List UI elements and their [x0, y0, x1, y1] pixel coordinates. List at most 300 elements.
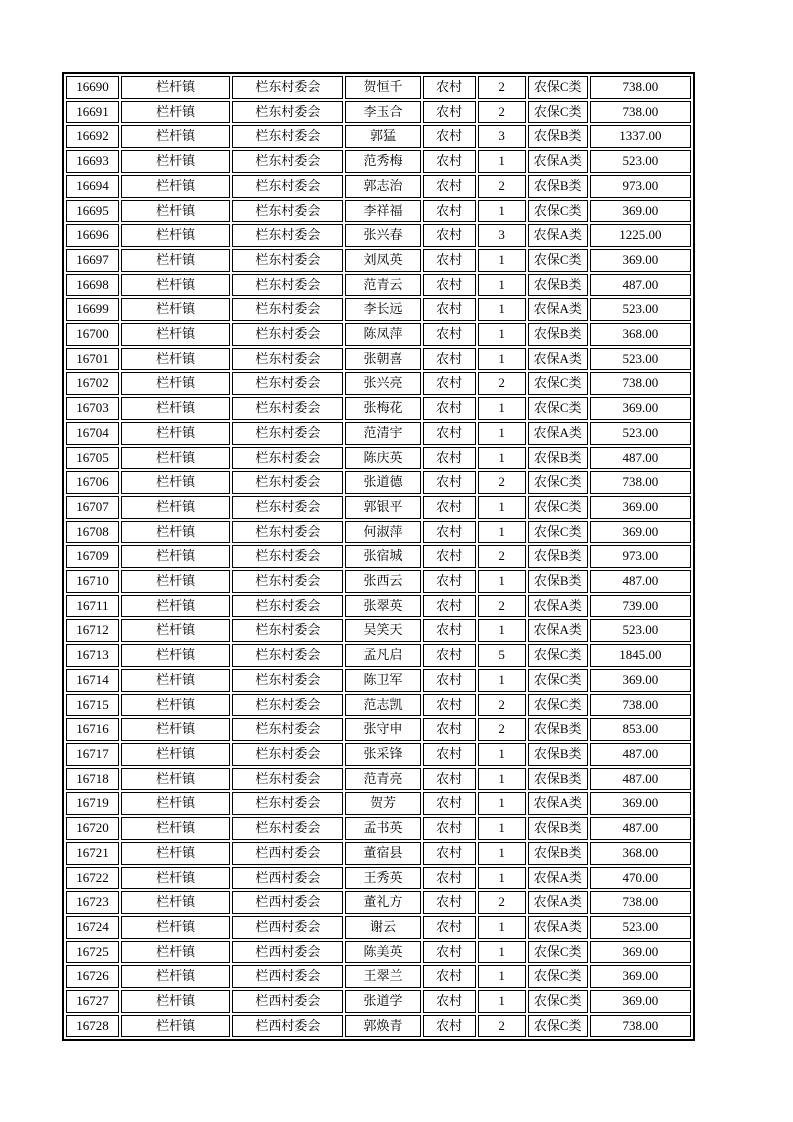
cell-town: 栏杆镇 [121, 595, 230, 618]
table-row [66, 150, 691, 173]
cell-amount: 487.00 [590, 274, 691, 297]
cell-village-committee: 栏东村委会 [232, 743, 343, 766]
cell-record-id: 16716 [66, 718, 119, 741]
cell-town: 栏杆镇 [121, 101, 230, 124]
cell-town: 栏杆镇 [121, 916, 230, 939]
table-row [66, 175, 691, 198]
cell-insurance-category: 农保A类 [528, 916, 588, 939]
cell-amount: 487.00 [590, 817, 691, 840]
cell-person-name: 董宿县 [345, 842, 420, 865]
table-row [66, 422, 691, 445]
cell-insurance-category: 农保A类 [528, 619, 588, 642]
cell-village-committee: 栏西村委会 [232, 965, 343, 988]
cell-household-type: 农村 [423, 372, 476, 395]
cell-person-name: 孟书英 [345, 817, 420, 840]
table-row [66, 372, 691, 395]
cell-record-id: 16702 [66, 372, 119, 395]
cell-record-id: 16722 [66, 867, 119, 890]
cell-town: 栏杆镇 [121, 1015, 230, 1038]
cell-person-count: 1 [478, 867, 526, 890]
cell-town: 栏杆镇 [121, 224, 230, 247]
table-row [66, 619, 691, 642]
table-row [66, 916, 691, 939]
cell-village-committee: 栏西村委会 [232, 1015, 343, 1038]
cell-amount: 738.00 [590, 1015, 691, 1038]
cell-household-type: 农村 [423, 768, 476, 791]
cell-town: 栏杆镇 [121, 619, 230, 642]
cell-record-id: 16709 [66, 545, 119, 568]
cell-person-count: 2 [478, 891, 526, 914]
cell-village-committee: 栏东村委会 [232, 125, 343, 148]
cell-person-count: 1 [478, 842, 526, 865]
cell-insurance-category: 农保B类 [528, 570, 588, 593]
cell-insurance-category: 农保B类 [528, 175, 588, 198]
cell-village-committee: 栏东村委会 [232, 521, 343, 544]
cell-household-type: 农村 [423, 570, 476, 593]
cell-household-type: 农村 [423, 422, 476, 445]
cell-record-id: 16708 [66, 521, 119, 544]
cell-record-id: 16701 [66, 348, 119, 371]
cell-household-type: 农村 [423, 348, 476, 371]
cell-town: 栏杆镇 [121, 891, 230, 914]
cell-village-committee: 栏东村委会 [232, 298, 343, 321]
cell-insurance-category: 农保C类 [528, 249, 588, 272]
cell-record-id: 16705 [66, 447, 119, 470]
cell-record-id: 16711 [66, 595, 119, 618]
cell-record-id: 16693 [66, 150, 119, 173]
cell-village-committee: 栏东村委会 [232, 496, 343, 519]
cell-insurance-category: 农保A类 [528, 891, 588, 914]
cell-insurance-category: 农保C类 [528, 694, 588, 717]
cell-record-id: 16696 [66, 224, 119, 247]
cell-person-count: 1 [478, 990, 526, 1013]
cell-amount: 368.00 [590, 323, 691, 346]
cell-village-committee: 栏东村委会 [232, 619, 343, 642]
cell-person-count: 1 [478, 200, 526, 223]
cell-household-type: 农村 [423, 792, 476, 815]
cell-person-name: 王翠兰 [345, 965, 420, 988]
cell-person-count: 1 [478, 150, 526, 173]
table-row [66, 224, 691, 247]
cell-household-type: 农村 [423, 817, 476, 840]
cell-household-type: 农村 [423, 891, 476, 914]
cell-person-name: 陈卫军 [345, 669, 420, 692]
cell-person-name: 何淑萍 [345, 521, 420, 544]
cell-insurance-category: 农保C类 [528, 471, 588, 494]
table-row [66, 817, 691, 840]
cell-person-count: 1 [478, 669, 526, 692]
cell-amount: 738.00 [590, 471, 691, 494]
cell-amount: 738.00 [590, 891, 691, 914]
table-row [66, 125, 691, 148]
cell-person-name: 张道学 [345, 990, 420, 1013]
cell-amount: 1845.00 [590, 644, 691, 667]
cell-amount: 487.00 [590, 743, 691, 766]
table-row [66, 101, 691, 124]
cell-person-name: 吴笑天 [345, 619, 420, 642]
cell-amount: 1337.00 [590, 125, 691, 148]
cell-person-count: 2 [478, 76, 526, 99]
cell-record-id: 16712 [66, 619, 119, 642]
cell-village-committee: 栏东村委会 [232, 249, 343, 272]
cell-town: 栏杆镇 [121, 545, 230, 568]
cell-household-type: 农村 [423, 694, 476, 717]
cell-village-committee: 栏东村委会 [232, 471, 343, 494]
cell-household-type: 农村 [423, 323, 476, 346]
cell-amount: 523.00 [590, 422, 691, 445]
table-row [66, 298, 691, 321]
cell-record-id: 16710 [66, 570, 119, 593]
cell-amount: 470.00 [590, 867, 691, 890]
cell-record-id: 16724 [66, 916, 119, 939]
cell-amount: 369.00 [590, 249, 691, 272]
cell-person-name: 张兴春 [345, 224, 420, 247]
cell-town: 栏杆镇 [121, 965, 230, 988]
cell-village-committee: 栏东村委会 [232, 447, 343, 470]
cell-person-name: 张翠英 [345, 595, 420, 618]
cell-insurance-category: 农保C类 [528, 101, 588, 124]
cell-record-id: 16728 [66, 1015, 119, 1038]
cell-amount: 523.00 [590, 298, 691, 321]
cell-household-type: 农村 [423, 521, 476, 544]
cell-person-count: 1 [478, 249, 526, 272]
cell-amount: 368.00 [590, 842, 691, 865]
table-body [66, 76, 691, 1037]
cell-household-type: 农村 [423, 200, 476, 223]
cell-town: 栏杆镇 [121, 471, 230, 494]
cell-village-committee: 栏东村委会 [232, 817, 343, 840]
cell-person-name: 陈美英 [345, 941, 420, 964]
cell-town: 栏杆镇 [121, 397, 230, 420]
cell-insurance-category: 农保C类 [528, 372, 588, 395]
cell-household-type: 农村 [423, 224, 476, 247]
cell-insurance-category: 农保A类 [528, 595, 588, 618]
cell-amount: 369.00 [590, 200, 691, 223]
cell-insurance-category: 农保C类 [528, 1015, 588, 1038]
cell-record-id: 16707 [66, 496, 119, 519]
cell-person-count: 1 [478, 274, 526, 297]
cell-record-id: 16691 [66, 101, 119, 124]
cell-amount: 738.00 [590, 694, 691, 717]
cell-village-committee: 栏西村委会 [232, 941, 343, 964]
cell-village-committee: 栏西村委会 [232, 891, 343, 914]
cell-village-committee: 栏东村委会 [232, 570, 343, 593]
cell-town: 栏杆镇 [121, 175, 230, 198]
cell-town: 栏杆镇 [121, 817, 230, 840]
cell-village-committee: 栏东村委会 [232, 76, 343, 99]
cell-record-id: 16718 [66, 768, 119, 791]
cell-amount: 738.00 [590, 372, 691, 395]
cell-amount: 369.00 [590, 990, 691, 1013]
cell-village-committee: 栏东村委会 [232, 372, 343, 395]
cell-record-id: 16726 [66, 965, 119, 988]
cell-household-type: 农村 [423, 941, 476, 964]
cell-insurance-category: 农保B类 [528, 842, 588, 865]
cell-amount: 973.00 [590, 545, 691, 568]
cell-insurance-category: 农保C类 [528, 644, 588, 667]
cell-person-count: 1 [478, 916, 526, 939]
cell-household-type: 农村 [423, 718, 476, 741]
cell-household-type: 农村 [423, 249, 476, 272]
cell-person-name: 范志凯 [345, 694, 420, 717]
cell-person-count: 5 [478, 644, 526, 667]
cell-person-count: 1 [478, 521, 526, 544]
table-row [66, 570, 691, 593]
cell-person-count: 1 [478, 817, 526, 840]
cell-person-count: 1 [478, 496, 526, 519]
cell-person-name: 张兴亮 [345, 372, 420, 395]
cell-town: 栏杆镇 [121, 447, 230, 470]
cell-person-count: 1 [478, 397, 526, 420]
cell-person-count: 2 [478, 545, 526, 568]
cell-person-name: 郭银平 [345, 496, 420, 519]
cell-amount: 738.00 [590, 101, 691, 124]
cell-village-committee: 栏东村委会 [232, 175, 343, 198]
cell-household-type: 农村 [423, 1015, 476, 1038]
cell-person-count: 2 [478, 595, 526, 618]
table-row [66, 249, 691, 272]
cell-record-id: 16717 [66, 743, 119, 766]
cell-person-count: 1 [478, 941, 526, 964]
cell-person-name: 陈凤萍 [345, 323, 420, 346]
table-row [66, 669, 691, 692]
cell-insurance-category: 农保B类 [528, 768, 588, 791]
cell-town: 栏杆镇 [121, 669, 230, 692]
cell-insurance-category: 农保C类 [528, 990, 588, 1013]
cell-record-id: 16706 [66, 471, 119, 494]
cell-person-count: 1 [478, 298, 526, 321]
cell-amount: 369.00 [590, 521, 691, 544]
table-row [66, 471, 691, 494]
cell-insurance-category: 农保A类 [528, 867, 588, 890]
cell-village-committee: 栏东村委会 [232, 768, 343, 791]
cell-person-count: 1 [478, 348, 526, 371]
cell-village-committee: 栏东村委会 [232, 644, 343, 667]
cell-household-type: 农村 [423, 397, 476, 420]
cell-person-name: 张道德 [345, 471, 420, 494]
cell-record-id: 16719 [66, 792, 119, 815]
cell-town: 栏杆镇 [121, 570, 230, 593]
cell-person-count: 2 [478, 471, 526, 494]
cell-town: 栏杆镇 [121, 298, 230, 321]
cell-person-name: 范清宇 [345, 422, 420, 445]
cell-village-committee: 栏东村委会 [232, 150, 343, 173]
cell-person-name: 孟凡启 [345, 644, 420, 667]
cell-record-id: 16698 [66, 274, 119, 297]
cell-insurance-category: 农保A类 [528, 422, 588, 445]
table-row [66, 1015, 691, 1038]
cell-town: 栏杆镇 [121, 644, 230, 667]
cell-person-name: 王秀英 [345, 867, 420, 890]
cell-person-count: 2 [478, 175, 526, 198]
cell-amount: 523.00 [590, 150, 691, 173]
cell-person-name: 贺芳 [345, 792, 420, 815]
table-row [66, 965, 691, 988]
cell-amount: 973.00 [590, 175, 691, 198]
cell-record-id: 16703 [66, 397, 119, 420]
cell-amount: 369.00 [590, 669, 691, 692]
cell-household-type: 农村 [423, 471, 476, 494]
cell-town: 栏杆镇 [121, 125, 230, 148]
cell-village-committee: 栏东村委会 [232, 792, 343, 815]
cell-household-type: 农村 [423, 125, 476, 148]
cell-person-count: 1 [478, 965, 526, 988]
table-row [66, 496, 691, 519]
cell-record-id: 16690 [66, 76, 119, 99]
table-row [66, 941, 691, 964]
cell-town: 栏杆镇 [121, 792, 230, 815]
cell-insurance-category: 农保C类 [528, 521, 588, 544]
cell-village-committee: 栏东村委会 [232, 669, 343, 692]
cell-village-committee: 栏东村委会 [232, 200, 343, 223]
cell-town: 栏杆镇 [121, 521, 230, 544]
cell-person-name: 刘凤英 [345, 249, 420, 272]
cell-person-count: 2 [478, 101, 526, 124]
cell-household-type: 农村 [423, 965, 476, 988]
cell-insurance-category: 农保C类 [528, 941, 588, 964]
cell-amount: 369.00 [590, 792, 691, 815]
cell-insurance-category: 农保A类 [528, 792, 588, 815]
table-row [66, 447, 691, 470]
cell-person-count: 1 [478, 422, 526, 445]
cell-record-id: 16692 [66, 125, 119, 148]
cell-town: 栏杆镇 [121, 743, 230, 766]
cell-village-committee: 栏东村委会 [232, 397, 343, 420]
table-row [66, 644, 691, 667]
cell-record-id: 16715 [66, 694, 119, 717]
cell-insurance-category: 农保C类 [528, 200, 588, 223]
cell-person-name: 贺恒千 [345, 76, 420, 99]
cell-household-type: 农村 [423, 644, 476, 667]
cell-insurance-category: 农保B类 [528, 447, 588, 470]
cell-household-type: 农村 [423, 298, 476, 321]
cell-amount: 523.00 [590, 619, 691, 642]
records-table [62, 72, 695, 1041]
cell-village-committee: 栏西村委会 [232, 990, 343, 1013]
cell-person-count: 1 [478, 570, 526, 593]
cell-town: 栏杆镇 [121, 274, 230, 297]
cell-record-id: 16695 [66, 200, 119, 223]
cell-record-id: 16723 [66, 891, 119, 914]
table-row [66, 545, 691, 568]
cell-insurance-category: 农保B类 [528, 125, 588, 148]
cell-household-type: 农村 [423, 274, 476, 297]
table-row [66, 718, 691, 741]
cell-village-committee: 栏东村委会 [232, 101, 343, 124]
cell-amount: 523.00 [590, 916, 691, 939]
cell-person-count: 3 [478, 125, 526, 148]
table-row [66, 792, 691, 815]
cell-household-type: 农村 [423, 669, 476, 692]
cell-household-type: 农村 [423, 175, 476, 198]
cell-person-name: 张梅花 [345, 397, 420, 420]
cell-town: 栏杆镇 [121, 249, 230, 272]
cell-village-committee: 栏西村委会 [232, 916, 343, 939]
cell-person-name: 张采锋 [345, 743, 420, 766]
cell-household-type: 农村 [423, 916, 476, 939]
cell-person-name: 李玉合 [345, 101, 420, 124]
cell-person-name: 张朝喜 [345, 348, 420, 371]
cell-town: 栏杆镇 [121, 718, 230, 741]
cell-household-type: 农村 [423, 619, 476, 642]
cell-amount: 738.00 [590, 76, 691, 99]
cell-village-committee: 栏东村委会 [232, 545, 343, 568]
cell-amount: 369.00 [590, 496, 691, 519]
cell-household-type: 农村 [423, 743, 476, 766]
cell-amount: 1225.00 [590, 224, 691, 247]
cell-amount: 487.00 [590, 447, 691, 470]
cell-amount: 369.00 [590, 965, 691, 988]
cell-amount: 523.00 [590, 348, 691, 371]
table-row [66, 76, 691, 99]
cell-household-type: 农村 [423, 545, 476, 568]
cell-insurance-category: 农保B类 [528, 323, 588, 346]
table-row [66, 694, 691, 717]
cell-village-committee: 栏东村委会 [232, 694, 343, 717]
cell-person-count: 1 [478, 743, 526, 766]
cell-person-name: 陈庆英 [345, 447, 420, 470]
cell-insurance-category: 农保B类 [528, 718, 588, 741]
table-row [66, 274, 691, 297]
cell-record-id: 16721 [66, 842, 119, 865]
cell-household-type: 农村 [423, 496, 476, 519]
cell-amount: 853.00 [590, 718, 691, 741]
table-row [66, 768, 691, 791]
cell-village-committee: 栏东村委会 [232, 595, 343, 618]
cell-household-type: 农村 [423, 101, 476, 124]
cell-insurance-category: 农保C类 [528, 397, 588, 420]
cell-town: 栏杆镇 [121, 76, 230, 99]
cell-person-count: 1 [478, 619, 526, 642]
cell-town: 栏杆镇 [121, 768, 230, 791]
table-row [66, 521, 691, 544]
cell-person-name: 张宿城 [345, 545, 420, 568]
table-row [66, 595, 691, 618]
cell-record-id: 16700 [66, 323, 119, 346]
cell-household-type: 农村 [423, 990, 476, 1013]
cell-person-count: 2 [478, 718, 526, 741]
cell-amount: 739.00 [590, 595, 691, 618]
cell-household-type: 农村 [423, 842, 476, 865]
cell-person-count: 2 [478, 694, 526, 717]
cell-person-name: 李祥福 [345, 200, 420, 223]
cell-town: 栏杆镇 [121, 694, 230, 717]
cell-person-count: 1 [478, 792, 526, 815]
cell-village-committee: 栏东村委会 [232, 348, 343, 371]
cell-town: 栏杆镇 [121, 372, 230, 395]
cell-person-name: 李长远 [345, 298, 420, 321]
cell-record-id: 16727 [66, 990, 119, 1013]
cell-insurance-category: 农保A类 [528, 224, 588, 247]
cell-town: 栏杆镇 [121, 842, 230, 865]
cell-person-count: 2 [478, 372, 526, 395]
cell-amount: 369.00 [590, 397, 691, 420]
cell-record-id: 16720 [66, 817, 119, 840]
cell-town: 栏杆镇 [121, 200, 230, 223]
cell-person-count: 1 [478, 768, 526, 791]
cell-town: 栏杆镇 [121, 422, 230, 445]
cell-village-committee: 栏东村委会 [232, 274, 343, 297]
cell-person-name: 郭焕青 [345, 1015, 420, 1038]
cell-person-count: 3 [478, 224, 526, 247]
cell-record-id: 16697 [66, 249, 119, 272]
cell-person-name: 郭猛 [345, 125, 420, 148]
cell-town: 栏杆镇 [121, 323, 230, 346]
cell-record-id: 16704 [66, 422, 119, 445]
cell-person-name: 董礼方 [345, 891, 420, 914]
table-row [66, 323, 691, 346]
cell-village-committee: 栏东村委会 [232, 422, 343, 445]
